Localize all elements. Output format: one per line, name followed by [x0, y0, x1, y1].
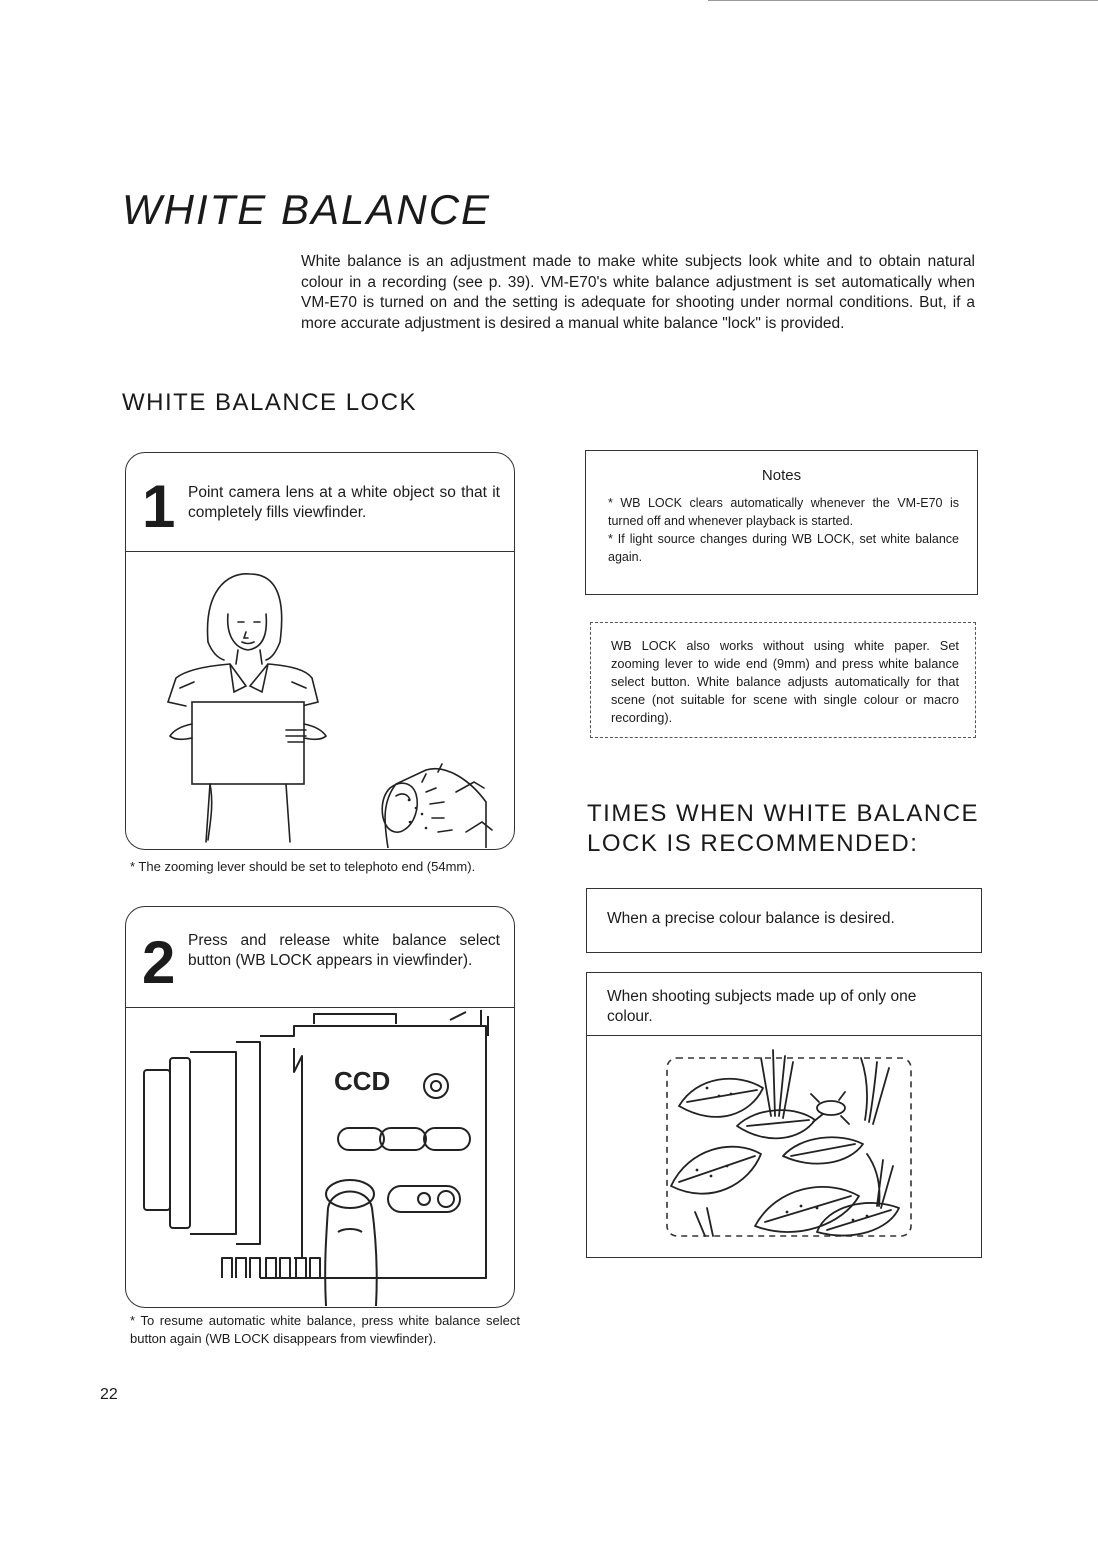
step-2-text: Press and release white balance select button (WB LOCK appears in viewfinder). — [188, 932, 500, 969]
notes-item: * WB LOCK clears automatically whenever the VM-E70 is turned off and whenever playback is started. — [608, 496, 959, 528]
notes-title: Notes — [761, 467, 802, 484]
step-1-number: 1 — [142, 473, 176, 540]
times-heading: TIMES WHEN WHITE BALANCE LOCK IS RECOMMENDED: — [587, 800, 980, 857]
camera-wb-button-icon — [126, 1008, 514, 1306]
recommendation-box-1 — [586, 888, 982, 953]
step-2-box — [125, 906, 515, 1308]
step-1-illustration — [126, 552, 514, 848]
step-2-illustration — [126, 1008, 514, 1306]
step-1-caption: * The zooming lever should be set to telephoto end (54mm). — [130, 859, 476, 874]
step-1-box — [125, 452, 515, 850]
person-holding-paper-icon — [126, 552, 514, 848]
wb-lock-heading: WHITE BALANCE LOCK — [122, 389, 418, 416]
step-2-number: 2 — [142, 929, 176, 996]
recommendation-box-2 — [586, 972, 982, 1258]
top-rule — [708, 0, 1098, 1]
recommendation-text: When a precise colour balance is desired. — [607, 910, 895, 927]
step-2-header — [126, 907, 514, 1008]
step-1-text: Point camera lens at a white object so that it completely fills viewfinder. — [188, 484, 500, 521]
page-number: 22 — [100, 1386, 118, 1403]
recommendation-text: When shooting subjects made up of only one colour. — [587, 973, 981, 1036]
tip-box: WB LOCK also works without using white paper. Set zooming lever to wide end (9mm) and press white balance select button. White balance adjusts automatically for that scene (not suitable for scene with single colour or macro recording). — [590, 622, 976, 738]
notes-box — [585, 450, 978, 595]
notes-list — [608, 494, 959, 566]
intro-paragraph: White balance is an adjustment made to make white subjects look white and to obtain natural colour in a recording (see p. 39). VM-E70's white balance adjustment is set automatically when VM-E70 is turned on and the setting is adequate for shooting under normal conditions. But, if a more accurate adjustment is desired a manual white balance "lock" is provided. — [301, 253, 975, 332]
notes-item: * If light source changes during WB LOCK, set white balance again. — [608, 532, 959, 564]
page-title: WHITE BALANCE — [122, 186, 492, 233]
ccd-label: CCD — [334, 1066, 391, 1096]
leaves-icon — [587, 1036, 981, 1258]
step-1-header — [126, 453, 514, 552]
leaves-illustration — [587, 1036, 981, 1258]
step-2-caption: * To resume automatic white balance, press white balance select button again (WB LOCK disappears from viewfinder). — [130, 1313, 520, 1346]
